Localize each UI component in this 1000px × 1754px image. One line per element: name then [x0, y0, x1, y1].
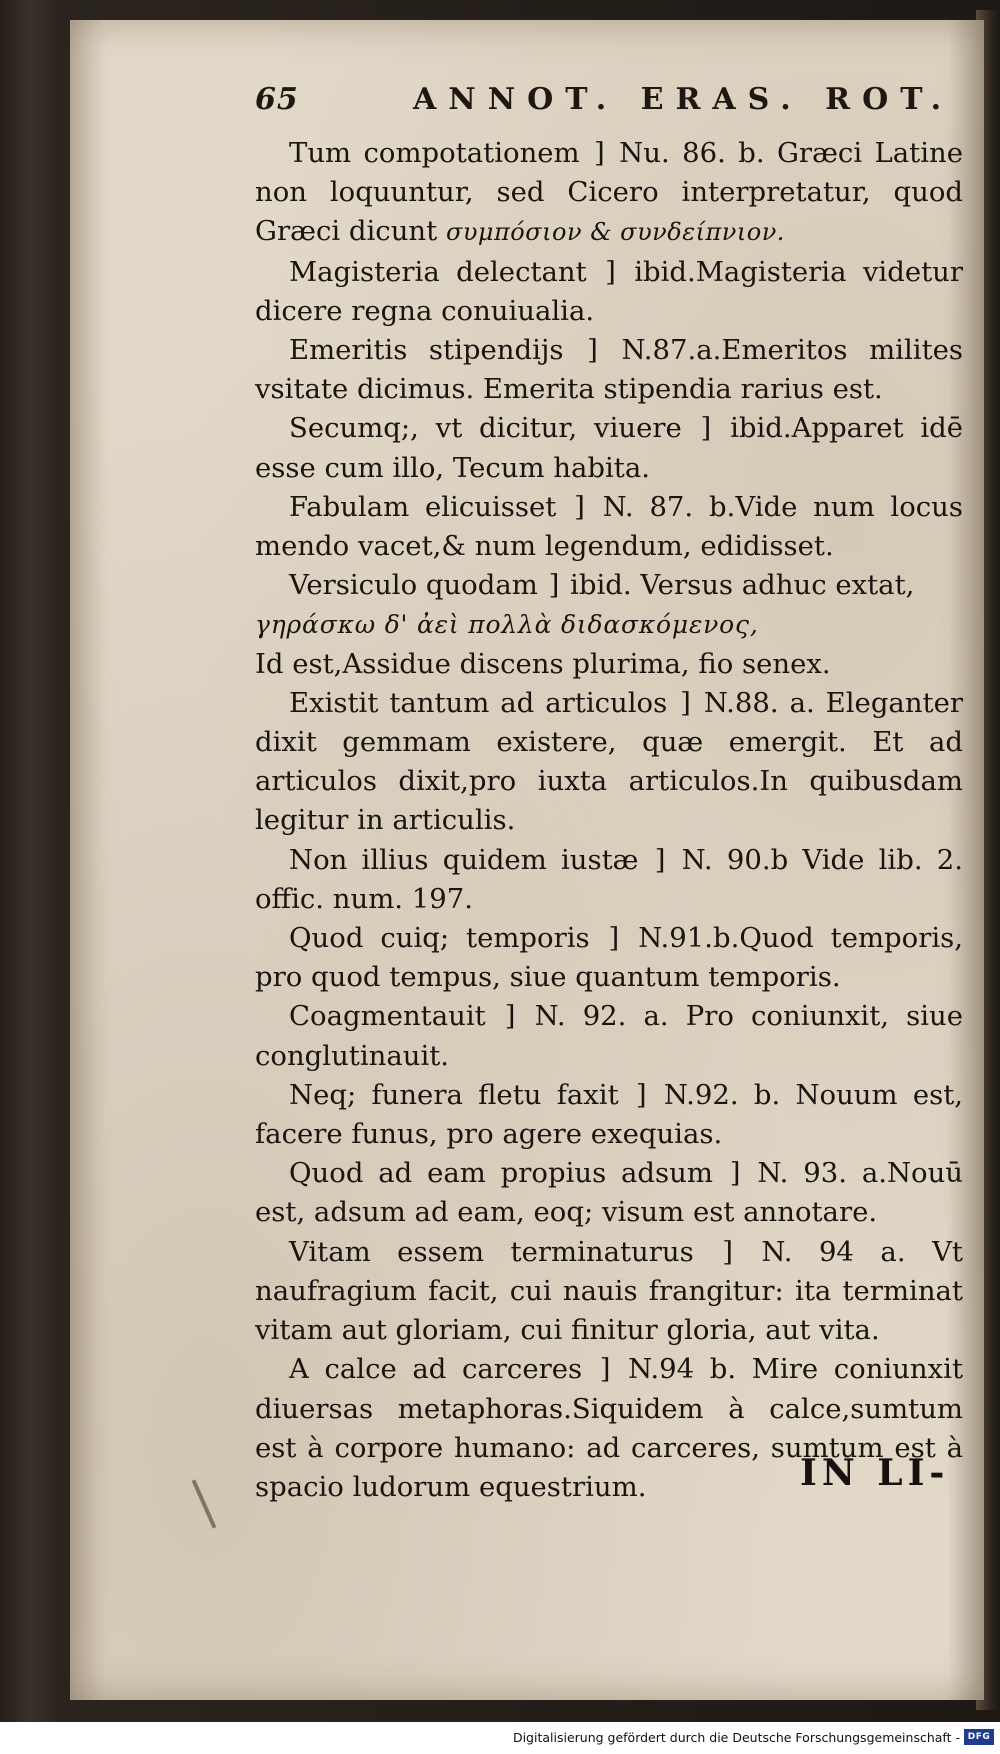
annotation-entry: [255, 1076, 963, 1154]
entry-note: Eleganter dixit gemmam existere, quæ emergit. Et ad articulos dixit,pro iuxta articulos.In quibusdam legitur in articulis.: [255, 686, 963, 837]
entry-reference: N.88. a.: [703, 686, 815, 719]
entry-lemma: Magisteria delectant: [289, 255, 587, 288]
entry-reference: N.92. b.: [663, 1078, 781, 1111]
entry-reference: N. 90.b: [681, 843, 789, 876]
annotation-entry: [255, 331, 963, 409]
bracket-separator: ]: [558, 490, 601, 523]
entry-lemma: Vitam essem terminaturus: [289, 1235, 694, 1268]
bracket-separator: ]: [714, 1157, 756, 1190]
entry-note: Versus adhuc extat,: [640, 569, 915, 602]
entry-greek: συμπόσιον & συνδείπνιον.: [445, 218, 785, 247]
running-head: [255, 82, 975, 122]
entry-reference: ibid.: [634, 255, 696, 288]
entry-note: Nouū est, adsum ad eam, eoq; visum est annotare.: [255, 1157, 963, 1229]
entry-note: Græci Latine non loquuntur, sed Cicero interpretatur, quod Græci dicunt: [255, 137, 964, 248]
annotation-entry: [255, 684, 963, 841]
catchword: IN LI-: [800, 1452, 950, 1494]
annotation-entry: [255, 919, 963, 997]
entry-lemma: Versiculo quodam: [289, 569, 538, 602]
bracket-separator: ]: [581, 137, 618, 169]
entry-lemma: Non illius quidem iustæ: [289, 843, 639, 876]
entry-reference: N.94 b.: [628, 1353, 737, 1386]
entry-note: Nouum est, facere funus, pro agere exequias.: [255, 1078, 964, 1151]
bracket-separator: ]: [588, 255, 633, 288]
footer-credit: Digitalisierung gefördert durch die Deutsche Forschungsgemeinschaft -: [512, 1730, 960, 1745]
annotation-text: [255, 134, 963, 1507]
bracket-separator: ]: [584, 1353, 627, 1386]
bracket-separator: ]: [620, 1078, 662, 1111]
entry-lemma: Emeritis stipendijs: [289, 334, 564, 367]
dfg-logo-icon: DFG: [964, 1729, 994, 1745]
entry-reference: Nu. 86. b.: [619, 137, 765, 169]
entry-reference: N. 93. a.: [757, 1157, 887, 1190]
entry-note: Pro coniunxit, siue conglutinauit.: [255, 1000, 963, 1072]
bracket-separator: ]: [487, 1000, 533, 1033]
entry-note: Mire coniunxit diuersas metaphoras.Siquidem à calce,sumtum est à corpore humano: ad carceres, sumtum est à spacio ludorum equestrium.: [255, 1353, 964, 1503]
annotation-entry: [255, 488, 963, 566]
entry-lemma: Quod ad eam propius adsum: [289, 1157, 713, 1190]
entry-lemma: Existit tantum ad articulos: [289, 686, 668, 719]
entry-note: Vt naufragium facit, cui nauis frangitur: ita terminat vitam aut gloriam, cui finitur gloria, aut vita.: [255, 1235, 963, 1347]
annotation-entry: [255, 1233, 963, 1351]
annotation-entry: [255, 841, 963, 919]
entry-reference: ibid.: [730, 412, 792, 445]
entry-lemma: Fabulam elicuisset: [289, 490, 557, 523]
running-head-title: ANNOT. ERAS. ROT.: [413, 82, 954, 117]
entry-note: Apparet idē esse cum illo, Tecum habita.: [255, 412, 963, 484]
annotation-entry: [255, 253, 963, 331]
entry-lemma: Secumq;, vt dicitur, viuere: [289, 412, 682, 445]
bracket-separator: ]: [683, 412, 729, 445]
bracket-separator: ]: [669, 686, 702, 719]
entry-reference: N.87.a.: [621, 334, 722, 367]
entry-lemma: A calce ad carceres: [289, 1353, 583, 1386]
latin-verse-translation: Id est,Assidue discens plurima, fio senex.: [255, 647, 831, 680]
entry-note: Quod temporis, pro quod tempus, siue quantum temporis.: [255, 922, 964, 994]
entry-lemma: Quod cuiq; temporis: [289, 922, 590, 955]
page-number: 65: [255, 82, 299, 117]
entry-note: Emeritos milites vsitate dicimus. Emerita stipendia rarius est.: [255, 334, 964, 406]
annotation-entry: [255, 409, 963, 487]
greek-verse: γηράσκω δ' ἀεὶ πολλὰ διδασκόμενος,: [255, 610, 759, 640]
digitization-footer: [0, 1722, 1000, 1754]
entry-reference: N. 94 a.: [761, 1235, 906, 1268]
entry-reference: N.91.b.: [638, 922, 740, 955]
entry-lemma: Coagmentauit: [289, 1000, 486, 1033]
entry-lemma: Tum compotationem: [289, 137, 580, 169]
entry-note: Vide num locus mendo vacet,& num legendum, edidisset.: [255, 490, 964, 563]
entry-reference: N. 87. b.: [602, 490, 736, 523]
annotation-entry: [255, 1154, 963, 1232]
entry-note: Vide lib. 2. offic. num. 197.: [255, 843, 963, 915]
entry-reference: ibid.: [570, 569, 632, 602]
bracket-separator: ]: [565, 334, 620, 367]
bracket-separator: ]: [640, 843, 680, 876]
bracket-separator: ]: [695, 1235, 760, 1268]
bracket-separator: ]: [539, 569, 569, 602]
entry-lemma: Neq; funera fletu faxit: [289, 1078, 619, 1111]
annotation-entry: [255, 566, 963, 605]
bracket-separator: ]: [591, 922, 637, 955]
annotation-entry: [255, 134, 963, 253]
annotation-entry: [255, 997, 963, 1075]
entry-reference: N. 92. a.: [534, 1000, 669, 1033]
entry-note: Magisteria videtur dicere regna conuiualia.: [255, 255, 964, 327]
